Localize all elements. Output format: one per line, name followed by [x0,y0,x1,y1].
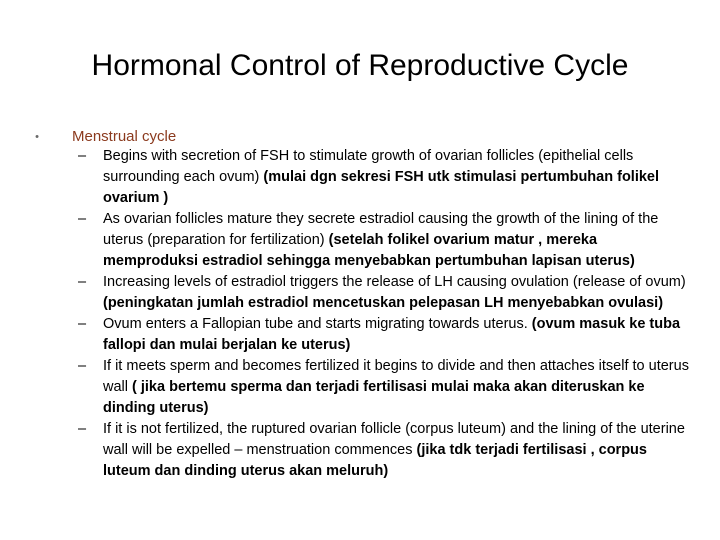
sub-point-indonesian: (mulai dgn sekresi FSH utk stimulasi pertumbuhan folikel ovarium ) [103,169,660,206]
sub-point-indonesian: (setelah folikel ovarium matur , mereka memproduksi estradiol sehingga menyebabkan pertumbuhan lapisan uterus) [103,232,635,269]
sub-point-english: As ovarian follicles mature they secrete estradiol causing the growth of the lining of the uterus (preparation for fertilization) [103,211,659,248]
sub-point-english: Begins with secretion of FSH to stimulate growth of ovarian follicles (epithelial cells surrounding each ovum) [103,148,634,185]
sub-point-indonesian: (ovum masuk ke tuba fallopi dan mulai berjalan ke uterus) [103,316,681,353]
sub-point-list [30,146,690,482]
sub-point-indonesian: (jika tdk terjadi fertilisasi , corpus luteum dan dinding uterus akan meluruh) [103,442,647,479]
dash-icon: – [77,358,87,374]
sub-point [30,146,690,209]
main-bullet [30,128,690,146]
sub-point [30,419,690,482]
sub-point-english: If it meets sperm and becomes fertilized it begins to divide and then attaches itself to uterus wall [103,358,689,395]
bullet-icon: • [35,131,39,143]
dash-icon: – [77,316,87,332]
dash-icon: – [77,421,87,437]
sub-point [30,314,690,356]
slide-content [30,128,690,482]
slide-title: Hormonal Control of Reproductive Cycle [91,49,629,82]
dash-icon: – [77,274,87,290]
sub-point-english: Increasing levels of estradiol triggers the release of LH causing ovulation (release of ovum) [103,274,686,290]
main-point-text: Menstrual cycle [72,128,177,145]
dash-icon: – [77,148,87,164]
dash-icon: – [77,211,87,227]
sub-point [30,356,690,419]
sub-point [30,272,690,314]
sub-point-indonesian: (peningkatan jumlah estradiol mencetuskan pelepasan LH menyebabkan ovulasi) [103,295,664,311]
sub-point-english: Ovum enters a Fallopian tube and starts migrating towards uterus. [103,316,532,332]
sub-point-english: If it is not fertilized, the ruptured ovarian follicle (corpus luteum) and the lining of the uterine wall will be expelled – menstruation commences [103,421,685,458]
sub-point [30,209,690,272]
sub-point-indonesian: ( jika bertemu sperma dan terjadi fertilisasi mulai maka akan diteruskan ke dinding uterus) [103,379,645,416]
